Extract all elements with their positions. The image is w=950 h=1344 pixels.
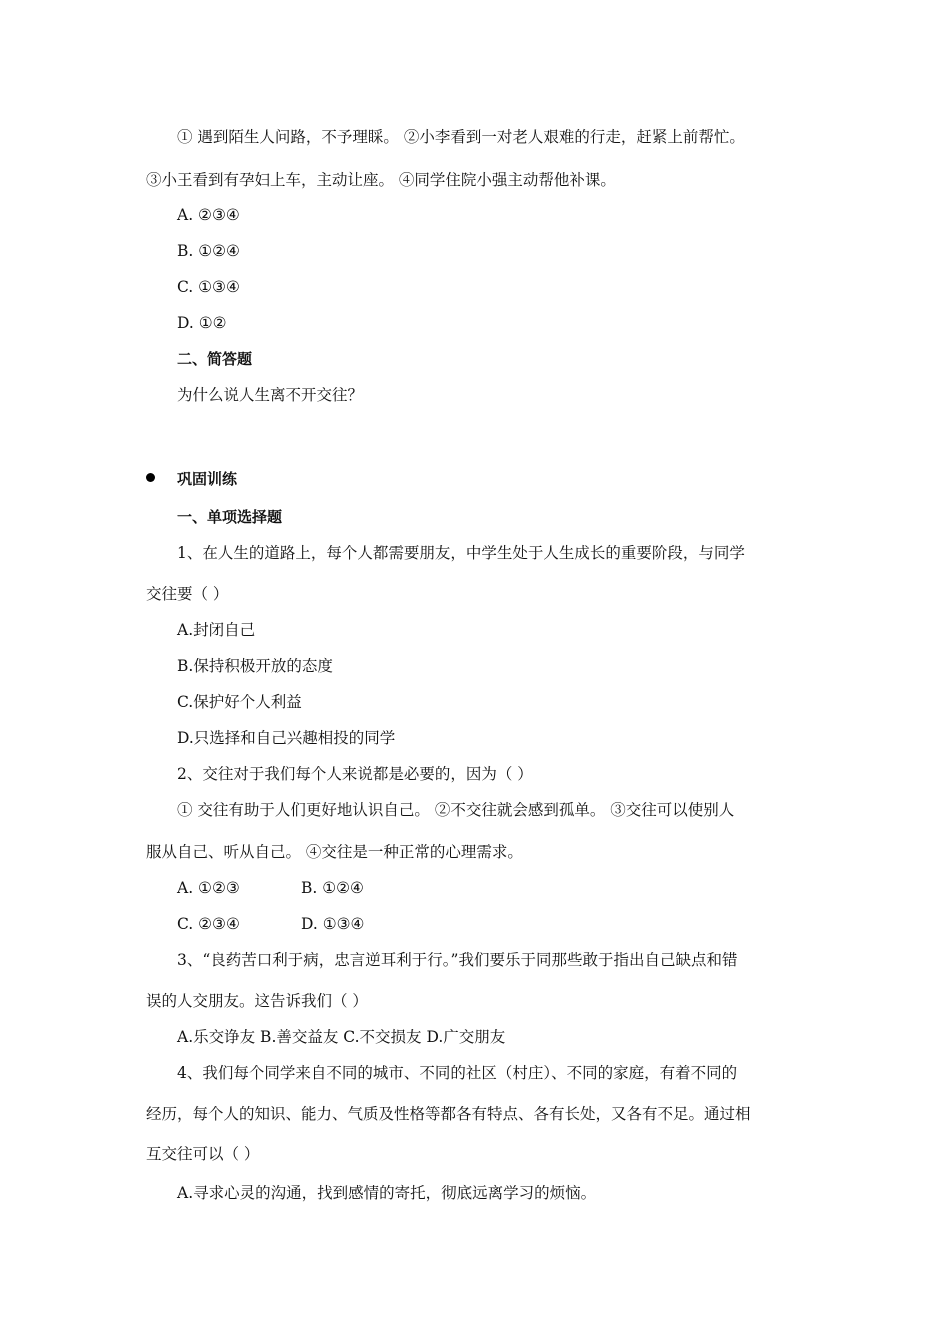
short-answer-heading: 二、简答题 — [177, 350, 253, 368]
q1-option-c: C.保护好个人利益 — [177, 693, 302, 711]
question-items-line-1: ① 遇到陌生人问路，不予理睬。 ②小李看到一对老人艰难的行走，赶紧上前帮忙。 — [177, 128, 745, 146]
option-b: B. ①②④ — [177, 242, 240, 260]
q2-stem-line-1: 2、交往对于我们每个人来说都是必要的，因为（ ） — [177, 765, 533, 783]
q2-option-a: A. ①②③ — [177, 879, 240, 897]
q3-stem-line-2: 误的人交朋友。这告诉我们（ ） — [146, 992, 368, 1010]
q2-items-line-1: ① 交往有助于人们更好地认识自己。 ②不交往就会感到孤单。 ③交往可以使别人 — [177, 801, 735, 819]
bullet-icon — [146, 473, 155, 482]
q2-option-c: C. ②③④ — [177, 915, 240, 933]
option-a: A. ②③④ — [177, 206, 240, 224]
q4-stem-line-1: 4、我们每个同学来自不同的城市、不同的社区（村庄）、不同的家庭，有着不同的 — [177, 1064, 738, 1082]
q2-option-d: D. ①③④ — [301, 915, 365, 933]
q1-option-a: A.封闭自己 — [177, 621, 256, 639]
single-choice-heading: 一、单项选择题 — [177, 508, 283, 526]
consolidation-title: 巩固训练 — [177, 470, 238, 488]
question-items-line-2: ③小王看到有孕妇上车，主动让座。 ④同学住院小强主动帮他补课。 — [146, 171, 616, 189]
q4-stem-line-2: 经历，每个人的知识、能力、气质及性格等都各有特点、各有长处，又各有不足。通过相 — [146, 1105, 751, 1123]
q3-stem-line-1: 3、“良药苦口利于病，忠言逆耳利于行。”我们要乐于同那些敢于指出自己缺点和错 — [177, 951, 738, 969]
q4-option-a: A.寻求心灵的沟通，找到感情的寄托，彻底远离学习的烦恼。 — [177, 1184, 597, 1202]
q4-stem-line-3: 互交往可以（ ） — [146, 1145, 260, 1163]
option-d: D. ①② — [177, 314, 227, 332]
q2-items-line-2: 服从自己、听从自己。 ④交往是一种正常的心理需求。 — [146, 843, 523, 861]
q2-option-b: B. ①②④ — [301, 879, 364, 897]
q1-stem-line-2: 交往要（ ） — [146, 585, 229, 603]
q3-options: A.乐交诤友 B.善交益友 C.不交损友 D.广交朋友 — [177, 1028, 506, 1046]
option-c: C. ①③④ — [177, 278, 240, 296]
short-answer-question: 为什么说人生离不开交往？ — [177, 386, 364, 404]
q1-option-d: D.只选择和自己兴趣相投的同学 — [177, 729, 396, 747]
q1-stem-line-1: 1、在人生的道路上，每个人都需要朋友，中学生处于人生成长的重要阶段，与同学 — [177, 544, 745, 562]
q1-option-b: B.保持积极开放的态度 — [177, 657, 333, 675]
